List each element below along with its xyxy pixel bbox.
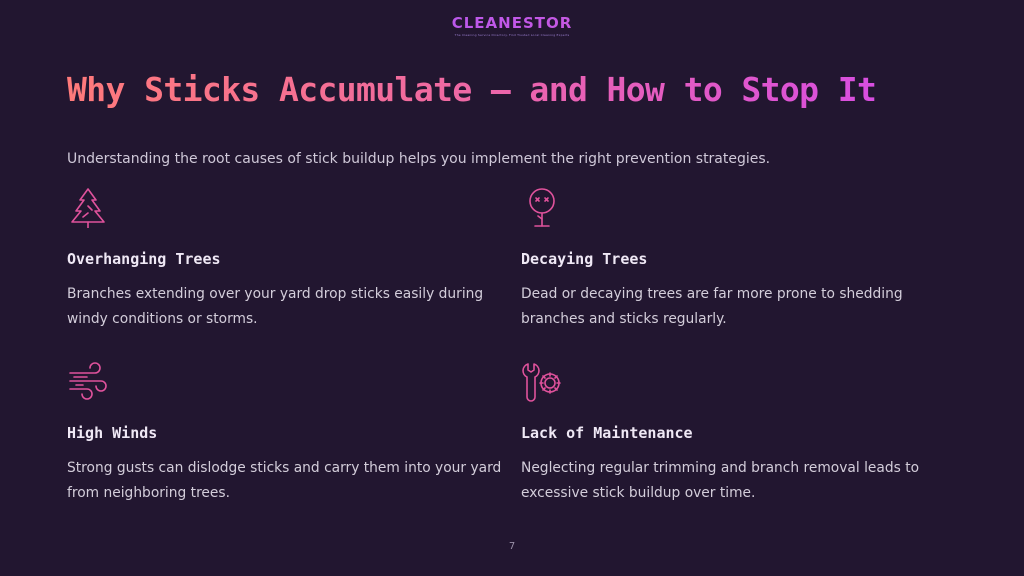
cause-card-high-winds xyxy=(67,360,507,501)
wind-icon xyxy=(67,360,109,402)
card-title: High Winds xyxy=(67,424,158,442)
card-text: Neglecting regular trimming and branch removal leads to excessive stick buildup over time. xyxy=(521,460,920,501)
tree-icon xyxy=(67,186,109,228)
cause-card-decaying-trees xyxy=(521,186,961,327)
card-text: Branches extending over your yard drop sticks easily during windy conditions or storms. xyxy=(67,286,484,327)
logo-wordmark: CLEANESTOR xyxy=(0,14,1024,32)
brand-logo xyxy=(0,14,1024,37)
card-title: Lack of Maintenance xyxy=(521,424,693,442)
card-title: Decaying Trees xyxy=(521,250,648,268)
logo-tagline: The Cleaning Service Directory. Find Trusted Local Cleaning Experts xyxy=(454,33,570,37)
card-text: Strong gusts can dislodge sticks and carry them into your yard from neighboring trees. xyxy=(67,460,502,501)
wrench-gear-icon xyxy=(521,360,563,402)
page-number: 7 xyxy=(508,541,516,552)
card-text: Dead or decaying trees are far more prone to shedding branches and sticks regularly. xyxy=(521,286,903,327)
slide-subtitle: Understanding the root causes of stick buildup helps you implement the right prevention strategies. xyxy=(67,151,771,167)
cause-card-lack-of-maintenance xyxy=(521,360,961,501)
decaying-tree-icon xyxy=(521,186,563,228)
slide-title: Why Sticks Accumulate – and How to Stop It xyxy=(67,70,877,109)
card-title: Overhanging Trees xyxy=(67,250,221,268)
cause-card-overhanging-trees xyxy=(67,186,507,327)
